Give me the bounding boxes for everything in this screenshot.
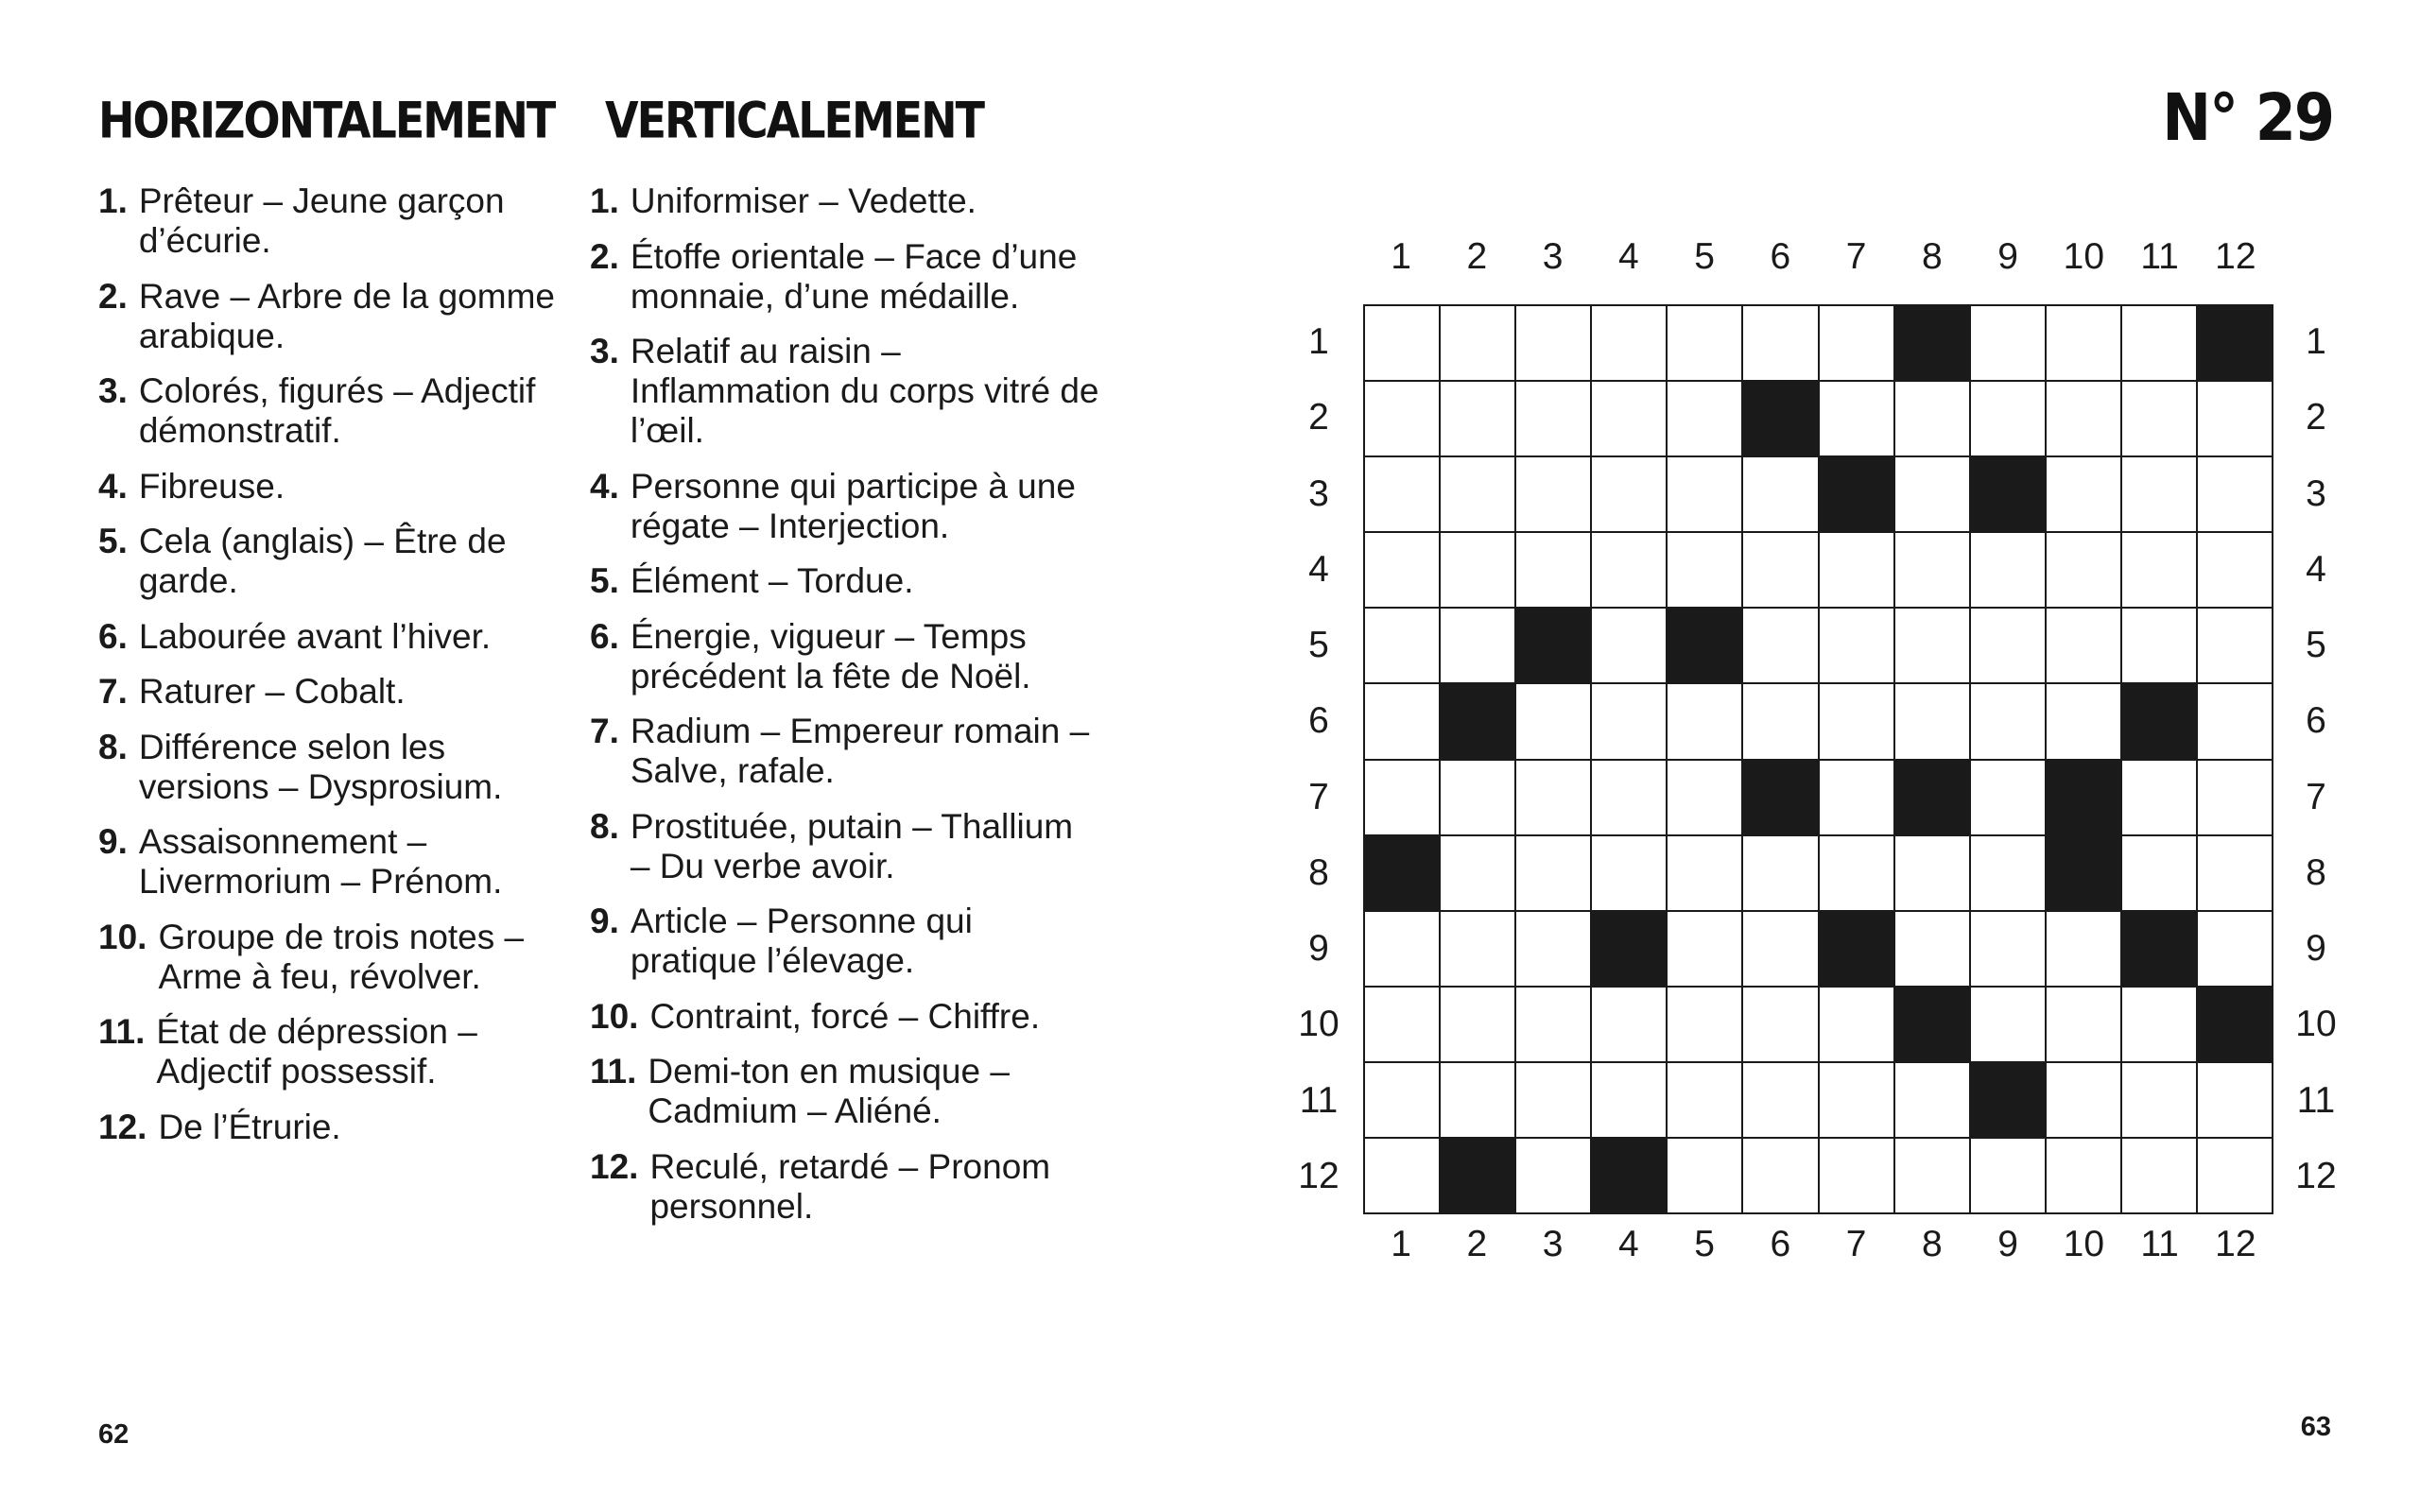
clue-number: 11. [590, 1052, 637, 1091]
clue-text: Demi-ton en musique – Cadmium – Aliéné. [648, 1052, 1010, 1130]
answer-cell[interactable] [1365, 684, 1441, 760]
answer-cell[interactable] [1668, 761, 1743, 836]
column-label: 5 [1694, 236, 1715, 277]
answer-cell[interactable] [2122, 382, 2198, 457]
row-label: 3 [1308, 472, 1329, 514]
answer-cell[interactable] [1820, 1139, 1895, 1214]
answer-cell[interactable] [1820, 988, 1895, 1063]
clue-number: 3. [98, 371, 128, 410]
answer-cell[interactable] [1820, 533, 1895, 609]
black-cell [1820, 457, 1895, 533]
clue-number: 4. [590, 466, 619, 506]
clue-number: 1. [590, 181, 619, 220]
column-label: 6 [1770, 236, 1791, 277]
answer-cell[interactable] [2198, 457, 2273, 533]
answer-cell[interactable] [1516, 533, 1592, 609]
horizontal-clue [98, 522, 571, 601]
clue-text: État de dépression – Adjectif possessif. [156, 1012, 477, 1091]
answer-cell[interactable] [1971, 912, 2047, 988]
row-label: 4 [1308, 548, 1329, 590]
answer-cell[interactable] [1743, 457, 1819, 533]
vertical-clue [590, 332, 1100, 451]
horizontal-clue [98, 918, 571, 997]
column-label: 9 [1997, 1224, 2018, 1264]
black-cell [1365, 836, 1441, 912]
column-label: 2 [1466, 236, 1488, 277]
answer-cell[interactable] [2122, 761, 2198, 836]
answer-cell[interactable] [1971, 306, 2047, 382]
answer-cell[interactable] [2198, 533, 2273, 609]
answer-cell[interactable] [2122, 533, 2198, 609]
answer-cell[interactable] [2198, 684, 2273, 760]
answer-cell[interactable] [1743, 1139, 1819, 1214]
clue-number: 8. [98, 727, 128, 766]
column-label: 6 [1770, 1224, 1791, 1264]
answer-cell[interactable] [1516, 306, 1592, 382]
clue-text: Cela (anglais) – Être de garde. [138, 522, 507, 600]
horizontal-heading: HORIZONTALEMENT [98, 91, 555, 150]
answer-cell[interactable] [1895, 1139, 1971, 1214]
black-cell [1971, 457, 2047, 533]
answer-cell[interactable] [1971, 988, 2047, 1063]
answer-cell[interactable] [1668, 306, 1743, 382]
answer-cell[interactable] [1668, 836, 1743, 912]
answer-cell[interactable] [1743, 912, 1819, 988]
black-cell [1743, 382, 1819, 457]
clue-text: Labourée avant l’hiver. [138, 616, 492, 656]
answer-cell[interactable] [2198, 912, 2273, 988]
answer-cell[interactable] [1592, 761, 1668, 836]
row-label: 9 [2306, 928, 2326, 970]
clue-text: Prêteur – Jeune garçon d’écurie. [138, 181, 505, 260]
answer-cell[interactable] [2122, 988, 2198, 1063]
horizontal-clue [98, 1012, 571, 1091]
clue-number: 5. [590, 561, 619, 600]
answer-cell[interactable] [1516, 912, 1592, 988]
answer-cell[interactable] [1441, 457, 1516, 533]
answer-cell[interactable] [1820, 609, 1895, 684]
column-label: 5 [1694, 1224, 1715, 1264]
black-cell [1592, 912, 1668, 988]
clue-text: Rave – Arbre de la gomme arabique. [138, 276, 555, 355]
vertical-clue [590, 1052, 1100, 1131]
horizontal-clue [98, 728, 571, 807]
answer-cell[interactable] [2047, 609, 2122, 684]
column-label: 10 [2063, 236, 2105, 277]
answer-cell[interactable] [1668, 1063, 1743, 1139]
column-label: 1 [1391, 1224, 1411, 1264]
horizontal-clue [98, 181, 571, 261]
clue-number: 12. [590, 1146, 639, 1186]
answer-cell[interactable] [1441, 609, 1516, 684]
answer-cell[interactable] [2198, 761, 2273, 836]
clue-number: 9. [590, 902, 619, 940]
answer-cell[interactable] [1441, 988, 1516, 1063]
answer-cell[interactable] [1971, 1139, 2047, 1214]
row-label: 8 [1308, 851, 1329, 893]
row-label: 10 [1298, 1004, 1340, 1045]
clue-text: Article – Personne qui pratique l’élevage. [630, 902, 973, 980]
clue-text: Contraint, forcé – Chiffre. [649, 996, 1041, 1036]
row-label: 3 [2306, 472, 2326, 514]
answer-cell[interactable] [1668, 457, 1743, 533]
answer-cell[interactable] [2122, 836, 2198, 912]
answer-cell[interactable] [1365, 382, 1441, 457]
column-label: 7 [1845, 236, 1867, 277]
clue-number: 8. [590, 806, 619, 846]
column-label: 2 [1466, 1224, 1488, 1264]
answer-cell[interactable] [1592, 533, 1668, 609]
clue-text: Uniformiser – Vedette. [630, 181, 977, 220]
answer-cell[interactable] [1516, 1063, 1592, 1139]
black-cell [1820, 912, 1895, 988]
answer-cell[interactable] [2047, 306, 2122, 382]
answer-cell[interactable] [2122, 1139, 2198, 1214]
vertical-clue-list [590, 181, 1100, 1242]
answer-cell[interactable] [1895, 382, 1971, 457]
clue-text: Reculé, retardé – Pronom personnel. [649, 1146, 1051, 1226]
row-label: 4 [2306, 548, 2326, 590]
row-label: 9 [1308, 928, 1329, 970]
answer-cell[interactable] [1668, 382, 1743, 457]
answer-cell[interactable] [1668, 684, 1743, 760]
row-label: 12 [2295, 1155, 2337, 1196]
row-label: 7 [1308, 776, 1329, 817]
clue-number: 10. [98, 917, 147, 956]
puzzle-number: N° 29 [2162, 79, 2333, 156]
row-label: 6 [1308, 700, 1329, 742]
column-label: 8 [1922, 236, 1943, 277]
clue-number: 11. [98, 1012, 146, 1051]
answer-cell[interactable] [1441, 1063, 1516, 1139]
vertical-clue [590, 181, 1100, 221]
black-cell [1441, 1139, 1516, 1214]
answer-cell[interactable] [1895, 912, 1971, 988]
answer-cell[interactable] [1743, 609, 1819, 684]
answer-cell[interactable] [2122, 306, 2198, 382]
clue-number: 2. [98, 276, 128, 316]
answer-cell[interactable] [1743, 988, 1819, 1063]
clue-number: 4. [98, 466, 128, 506]
column-label: 4 [1618, 1224, 1639, 1264]
answer-cell[interactable] [2122, 457, 2198, 533]
answer-cell[interactable] [1668, 912, 1743, 988]
clue-text: Personne qui participe à une régate – Interjection. [630, 466, 1076, 545]
black-cell [1971, 1063, 2047, 1139]
answer-cell[interactable] [2047, 684, 2122, 760]
answer-cell[interactable] [1743, 533, 1819, 609]
answer-cell[interactable] [2198, 1063, 2273, 1139]
row-label: 12 [1298, 1155, 1340, 1196]
answer-cell[interactable] [1592, 988, 1668, 1063]
clue-number: 7. [590, 712, 619, 750]
answer-cell[interactable] [2122, 609, 2198, 684]
row-label: 1 [2306, 321, 2326, 363]
answer-cell[interactable] [2047, 912, 2122, 988]
vertical-clue [590, 467, 1100, 546]
black-cell [1895, 306, 1971, 382]
answer-cell[interactable] [1820, 306, 1895, 382]
answer-cell[interactable] [1516, 382, 1592, 457]
black-cell [1592, 1139, 1668, 1214]
answer-cell[interactable] [1516, 457, 1592, 533]
answer-cell[interactable] [1441, 761, 1516, 836]
answer-cell[interactable] [1820, 761, 1895, 836]
horizontal-clue [98, 1108, 571, 1147]
answer-cell[interactable] [1668, 533, 1743, 609]
vertical-clue [590, 902, 1100, 981]
row-label: 11 [1299, 1079, 1339, 1121]
clue-text: Fibreuse. [138, 466, 285, 506]
answer-cell[interactable] [1441, 912, 1516, 988]
answer-cell[interactable] [1516, 1139, 1592, 1214]
clue-text: Colorés, figurés – Adjectif démonstratif. [138, 371, 536, 450]
answer-cell[interactable] [2047, 382, 2122, 457]
answer-cell[interactable] [2122, 1063, 2198, 1139]
answer-cell[interactable] [1365, 457, 1441, 533]
answer-cell[interactable] [1592, 1063, 1668, 1139]
column-label: 7 [1845, 1224, 1867, 1264]
clue-number: 12. [98, 1107, 147, 1146]
page-number-left: 62 [98, 1419, 130, 1450]
black-cell [1516, 609, 1592, 684]
black-cell [2047, 836, 2122, 912]
answer-cell[interactable] [1365, 988, 1441, 1063]
vertical-clue [590, 1147, 1100, 1227]
column-label: 9 [1997, 236, 2018, 277]
answer-cell[interactable] [1895, 609, 1971, 684]
horizontal-clue [98, 277, 571, 356]
answer-cell[interactable] [1441, 306, 1516, 382]
crossword-grid [1363, 304, 2273, 1214]
answer-cell[interactable] [1895, 1063, 1971, 1139]
answer-cell[interactable] [1820, 684, 1895, 760]
answer-cell[interactable] [1971, 836, 2047, 912]
horizontal-clue [98, 467, 571, 507]
answer-cell[interactable] [1592, 306, 1668, 382]
answer-cell[interactable] [1743, 684, 1819, 760]
answer-cell[interactable] [1516, 988, 1592, 1063]
answer-cell[interactable] [1441, 533, 1516, 609]
row-label: 6 [2306, 700, 2326, 742]
clue-number: 6. [590, 616, 619, 656]
clue-number: 3. [590, 332, 619, 370]
answer-cell[interactable] [1971, 382, 2047, 457]
clue-text: Radium – Empereur romain – Salve, rafale. [630, 712, 1090, 790]
answer-cell[interactable] [1365, 761, 1441, 836]
answer-cell[interactable] [1592, 836, 1668, 912]
answer-cell[interactable] [1592, 457, 1668, 533]
answer-cell[interactable] [1592, 609, 1668, 684]
vertical-clue [590, 237, 1100, 317]
row-label: 2 [2306, 397, 2326, 438]
answer-cell[interactable] [2198, 609, 2273, 684]
column-label: 12 [2215, 236, 2256, 277]
clue-number: 10. [590, 996, 639, 1036]
clue-text: Assaisonnement – Livermorium – Prénom. [138, 822, 503, 901]
row-label: 2 [1308, 397, 1329, 438]
answer-cell[interactable] [2047, 457, 2122, 533]
answer-cell[interactable] [1971, 609, 2047, 684]
vertical-clue [590, 617, 1100, 696]
clue-number: 2. [590, 236, 619, 276]
answer-cell[interactable] [1895, 684, 1971, 760]
clue-number: 7. [98, 672, 128, 711]
answer-cell[interactable] [1895, 533, 1971, 609]
clue-text: Groupe de trois notes – Arme à feu, révolver. [158, 917, 525, 996]
column-label: 8 [1922, 1224, 1943, 1264]
black-cell [2047, 761, 2122, 836]
answer-cell[interactable] [1365, 306, 1441, 382]
answer-cell[interactable] [1820, 382, 1895, 457]
answer-cell[interactable] [1516, 761, 1592, 836]
page-number-right: 63 [2300, 1412, 2331, 1442]
horizontal-clue [98, 371, 571, 451]
answer-cell[interactable] [1743, 836, 1819, 912]
horizontal-clue-list [98, 181, 571, 1162]
clue-number: 5. [98, 522, 128, 560]
black-cell [1895, 761, 1971, 836]
answer-cell[interactable] [2047, 1063, 2122, 1139]
answer-cell[interactable] [1516, 684, 1592, 760]
answer-cell[interactable] [2047, 988, 2122, 1063]
answer-cell[interactable] [1895, 457, 1971, 533]
clue-number: 9. [98, 822, 128, 861]
black-cell [2122, 684, 2198, 760]
black-cell [1895, 988, 1971, 1063]
black-cell [1441, 684, 1516, 760]
vertical-heading: VERTICALEMENT [605, 91, 984, 150]
answer-cell[interactable] [1365, 1063, 1441, 1139]
row-label: 7 [2306, 776, 2326, 817]
answer-cell[interactable] [1365, 912, 1441, 988]
answer-cell[interactable] [2198, 1139, 2273, 1214]
column-label: 3 [1542, 236, 1564, 277]
answer-cell[interactable] [1441, 836, 1516, 912]
answer-cell[interactable] [2047, 1139, 2122, 1214]
black-cell [1668, 609, 1743, 684]
clue-text: Différence selon les versions – Dysprosium. [138, 727, 503, 806]
clue-text: Étoffe orientale – Face d’une monnaie, d’une médaille. [630, 236, 1078, 316]
answer-cell[interactable] [1365, 1139, 1441, 1214]
vertical-clue [590, 561, 1100, 601]
answer-cell[interactable] [2198, 836, 2273, 912]
answer-cell[interactable] [1820, 836, 1895, 912]
clue-text: De l’Étrurie. [158, 1107, 341, 1146]
column-label: 1 [1391, 236, 1411, 277]
row-label: 1 [1308, 321, 1329, 363]
row-label: 5 [1308, 625, 1329, 666]
column-label: 3 [1542, 1224, 1564, 1264]
answer-cell[interactable] [1743, 306, 1819, 382]
answer-cell[interactable] [1592, 684, 1668, 760]
clue-number: 1. [98, 181, 128, 220]
answer-cell[interactable] [1668, 988, 1743, 1063]
answer-cell[interactable] [1441, 382, 1516, 457]
row-label: 10 [2295, 1004, 2337, 1045]
clue-text: Relatif au raisin – Inflammation du corps vitré de l’œil. [630, 332, 1099, 450]
answer-cell[interactable] [1743, 1063, 1819, 1139]
row-label: 5 [2306, 625, 2326, 666]
vertical-clue [590, 712, 1100, 791]
vertical-clue [590, 807, 1100, 886]
answer-cell[interactable] [1971, 533, 2047, 609]
answer-cell[interactable] [1668, 1139, 1743, 1214]
row-label: 8 [2306, 851, 2326, 893]
column-label: 12 [2215, 1224, 2256, 1264]
column-label: 4 [1618, 236, 1639, 277]
column-label: 10 [2063, 1224, 2105, 1264]
answer-cell[interactable] [2047, 533, 2122, 609]
black-cell [2122, 912, 2198, 988]
horizontal-clue [98, 617, 571, 657]
clue-text: Prostituée, putain – Thallium – Du verbe avoir. [630, 806, 1074, 885]
horizontal-clue [98, 822, 571, 902]
vertical-clue [590, 997, 1100, 1037]
answer-cell[interactable] [1365, 533, 1441, 609]
answer-cell[interactable] [1516, 836, 1592, 912]
answer-cell[interactable] [2198, 382, 2273, 457]
clue-text: Énergie, vigueur – Temps précédent la fête de Noël. [630, 616, 1031, 696]
answer-cell[interactable] [1592, 382, 1668, 457]
column-label: 11 [2140, 1224, 2179, 1264]
row-label: 11 [2296, 1079, 2336, 1121]
horizontal-clue [98, 672, 571, 712]
answer-cell[interactable] [1971, 761, 2047, 836]
clue-number: 6. [98, 616, 128, 656]
black-cell [2198, 988, 2273, 1063]
clue-text: Raturer – Cobalt. [138, 672, 406, 711]
answer-cell[interactable] [1895, 836, 1971, 912]
column-label: 11 [2140, 236, 2179, 277]
answer-cell[interactable] [1820, 1063, 1895, 1139]
black-cell [2198, 306, 2273, 382]
answer-cell[interactable] [1365, 609, 1441, 684]
answer-cell[interactable] [1971, 684, 2047, 760]
clue-text: Élément – Tordue. [630, 561, 914, 600]
black-cell [1743, 761, 1819, 836]
